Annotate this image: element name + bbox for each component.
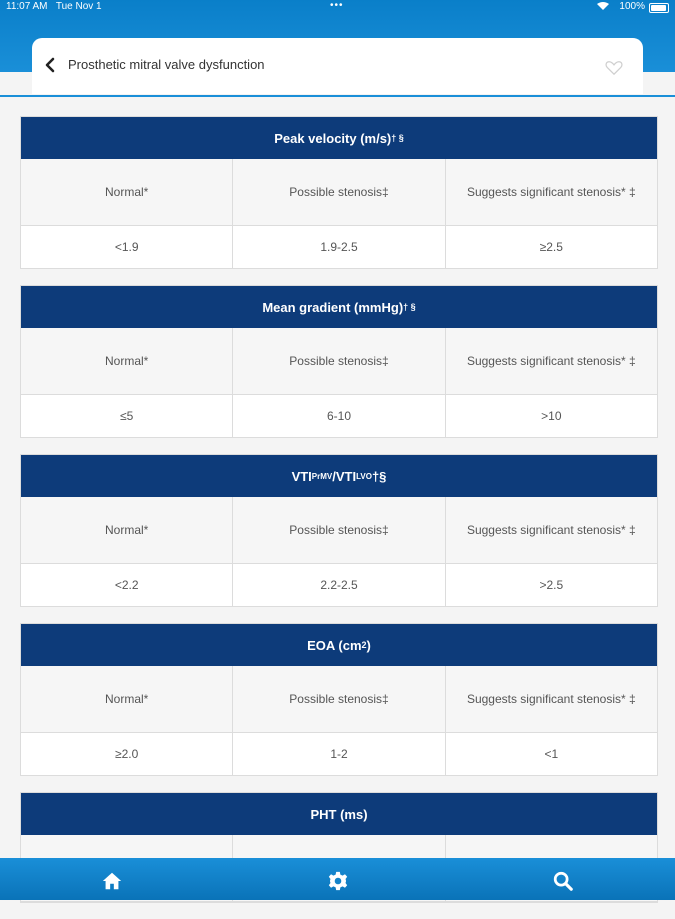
- table-title: PHT (ms): [21, 793, 657, 835]
- table-mean-gradient: [20, 285, 658, 438]
- table-header-row: [21, 666, 657, 733]
- table-header-row: [21, 159, 657, 226]
- page-title: Prosthetic mitral valve dysfunction: [68, 57, 265, 72]
- wifi-icon: [597, 2, 609, 11]
- gear-icon[interactable]: [327, 870, 349, 892]
- criteria-tables: [20, 116, 656, 919]
- search-icon[interactable]: [552, 870, 574, 892]
- value-possible-stenosis: 6-10: [233, 395, 445, 437]
- value-normal: ≥2.0: [21, 733, 233, 775]
- table-row: [21, 733, 657, 775]
- column-normal: Normal*: [21, 328, 233, 394]
- favorite-heart-icon[interactable]: [605, 60, 623, 76]
- value-normal: <2.2: [21, 564, 233, 606]
- column-possible-stenosis: Possible stenosis‡: [233, 666, 445, 732]
- value-possible-stenosis: 2.2-2.5: [233, 564, 445, 606]
- header-card: [32, 38, 643, 94]
- table-title: Mean gradient (mmHg) † §: [21, 286, 657, 328]
- column-significant-stenosis: Suggests significant stenosis* ‡: [466, 354, 636, 368]
- value-significant-stenosis: >10: [541, 409, 562, 423]
- table-eoa: [20, 623, 658, 776]
- table-peak-velocity: [20, 116, 658, 269]
- table-title: VTI PrMV /VTI LVO †§: [21, 455, 657, 497]
- table-row: [21, 564, 657, 606]
- status-bar: [0, 0, 675, 14]
- table-row: [21, 395, 657, 437]
- table-header-row: [21, 328, 657, 395]
- value-significant-stenosis: >2.5: [539, 578, 564, 592]
- table-header-row: [21, 497, 657, 564]
- status-time-date: 11:07 AM Tue Nov 1: [6, 1, 102, 12]
- column-significant-stenosis: Suggests significant stenosis* ‡: [466, 692, 636, 706]
- column-normal: Normal*: [21, 159, 233, 225]
- back-chevron-icon[interactable]: [42, 56, 60, 74]
- table-row: [21, 226, 657, 268]
- column-normal: Normal*: [21, 666, 233, 732]
- bottom-nav-bar: [0, 858, 675, 900]
- home-icon[interactable]: [101, 870, 123, 892]
- value-normal: ≤5: [21, 395, 233, 437]
- battery-icon: [649, 3, 669, 13]
- header-divider: [0, 95, 675, 97]
- value-normal: <1.9: [21, 226, 233, 268]
- column-possible-stenosis: Possible stenosis‡: [233, 497, 445, 563]
- value-possible-stenosis: 1.9-2.5: [233, 226, 445, 268]
- table-title: Peak velocity (m/s) † §: [21, 117, 657, 159]
- battery-percent: 100%: [619, 1, 645, 12]
- table-vti-ratio: [20, 454, 658, 607]
- value-possible-stenosis: 1-2: [233, 733, 445, 775]
- column-normal: Normal*: [21, 497, 233, 563]
- column-significant-stenosis: Suggests significant stenosis* ‡: [466, 185, 636, 199]
- multitask-dots-icon: •••: [330, 0, 344, 11]
- value-significant-stenosis: <1: [544, 747, 559, 761]
- value-significant-stenosis: ≥2.5: [539, 240, 563, 254]
- column-possible-stenosis: Possible stenosis‡: [233, 159, 445, 225]
- column-possible-stenosis: Possible stenosis‡: [233, 328, 445, 394]
- table-title: EOA (cm 2 ): [21, 624, 657, 666]
- column-significant-stenosis: Suggests significant stenosis* ‡: [466, 523, 636, 537]
